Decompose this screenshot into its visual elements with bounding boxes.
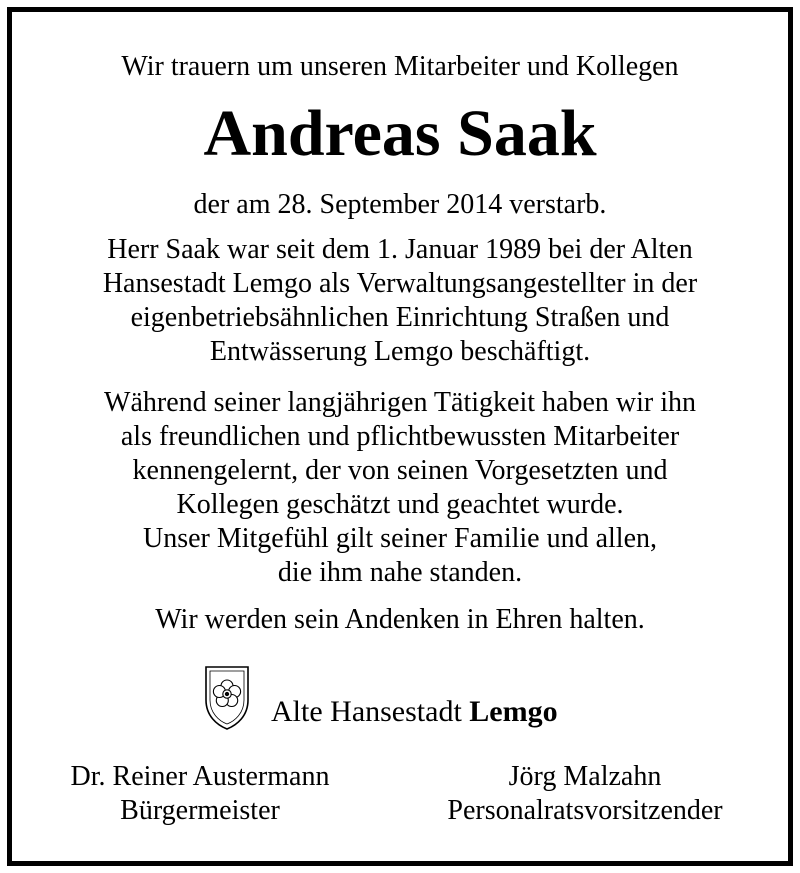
intro-text: Wir trauern um unseren Mitarbeiter und Kollegen [121, 51, 679, 82]
signatory-title: Bürgermeister [120, 795, 280, 826]
organization-block [0, 664, 800, 734]
paragraph-line: Entwässerung Lemgo beschäftigt. [209, 336, 591, 367]
deceased-name: Andreas Saak [203, 97, 597, 170]
organization-name-bold: Lemgo [469, 695, 558, 728]
paragraph-line: Herr Saak war seit dem 1. Januar 1989 bei der Alten [107, 234, 693, 265]
organization-name [271, 694, 558, 730]
paragraph-line: Unser Mitgefühl gilt seiner Familie und allen, [142, 523, 657, 554]
employment-paragraph [0, 233, 800, 369]
paragraph-line: Während seiner langjährigen Tätigkeit haben wir ihn [104, 387, 696, 418]
signatory-name: Dr. Reiner Austermann [70, 761, 330, 792]
closing-text: Wir werden sein Andenken in Ehren halten. [155, 604, 645, 635]
organization-name-prefix: Alte Hansestadt [271, 695, 462, 728]
paragraph-line: Kollegen geschätzt und geachtet wurde. [176, 489, 624, 520]
signatory-staff-council [410, 760, 760, 828]
paragraph-line: eigenbetriebsähnlichen Einrichtung Straßen und [130, 302, 670, 333]
tribute-paragraph [0, 386, 800, 590]
lemgo-rose-crest-icon [203, 664, 251, 732]
death-date-text: der am 28. September 2014 verstarb. [193, 189, 607, 220]
paragraph-line: Hansestadt Lemgo als Verwaltungsangestellter in der [102, 268, 698, 299]
signatory-name: Jörg Malzahn [508, 761, 662, 792]
paragraph-line: die ihm nahe standen. [277, 557, 523, 588]
signatory-mayor [30, 760, 370, 828]
paragraph-line: kennengelernt, der von seinen Vorgesetzten und [132, 455, 668, 486]
signatory-title: Personalratsvorsitzender [447, 795, 723, 826]
paragraph-line: als freundlichen und pflichtbewussten Mitarbeiter [120, 421, 680, 452]
